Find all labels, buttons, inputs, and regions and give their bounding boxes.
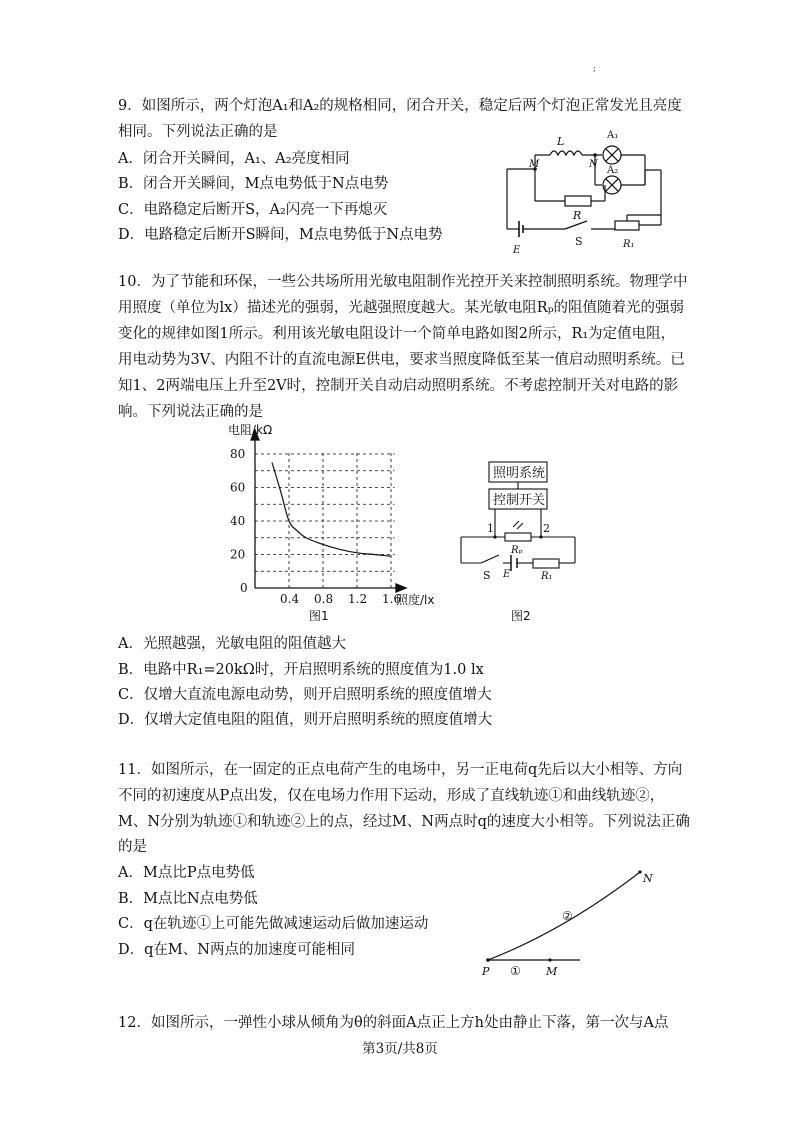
q10-fig2-node-2: 2	[543, 522, 550, 535]
q11-stem-line-3: M、N分别为轨迹①和轨迹②上的点，经过M、N两点时q的速度大小相等。下列说法正确	[118, 814, 690, 830]
q10-fig2-label-S: S	[483, 569, 491, 582]
q9-option-a: A．闭合开关瞬间，A₁、A₂亮度相同	[118, 151, 350, 167]
q11-label-P: P	[482, 965, 490, 978]
q9-label-E: E	[513, 245, 521, 256]
corner-mark: ;	[593, 64, 597, 74]
q10-figure-1-chart	[218, 420, 448, 625]
q11-trajectory-diagram	[470, 860, 670, 980]
q10-option-d: D．仅增大定值电阻的阻值，则开启照明系统的照度值增大	[118, 712, 493, 728]
q12-stem-line-1: 12．如图所示，一弹性小球从倾角为θ的斜面A点正上方h处由静止下落，第一次与A点	[118, 1015, 669, 1031]
q9-label-R1: R₁	[623, 239, 635, 250]
q9-label-R: R	[573, 209, 582, 222]
q10-option-a: A．光照越强，光敏电阻的阻值越大	[118, 636, 346, 652]
q10-fig1-ytick-2: 40	[230, 514, 246, 528]
q9-circuit-diagram	[495, 125, 675, 265]
q10-fig1-ytick-0: 80	[230, 447, 246, 461]
q10-fig1-caption: 图1	[309, 609, 329, 623]
q11-stem-line-2: 不同的初速度从P点出发，仅在电场力作用下运动，形成了直线轨迹①和曲线轨迹②，	[118, 788, 665, 804]
q10-fig2-label-E: E	[503, 569, 511, 580]
q9-label-L: L	[557, 135, 565, 148]
q9-label-N: N	[589, 159, 598, 170]
q10-fig1-xtick-0: 0.4	[280, 592, 300, 606]
q11-label-track-2: ②	[562, 909, 573, 923]
q11-label-M: M	[546, 965, 558, 978]
q10-fig1-xtick-2: 1.2	[348, 592, 368, 606]
q10-fig1-ylabel: 电阻/kΩ	[228, 423, 273, 437]
q11-option-d: D．q在M、N两点的加速度可能相同	[118, 942, 355, 958]
q10-fig2-label-R1: R₁	[541, 571, 553, 582]
q11-stem-line-4: 的是	[118, 839, 147, 855]
q10-option-b: B．电路中R₁=20kΩ时，开启照明系统的照度值为1.0 lx	[118, 662, 484, 678]
q9-label-M: M	[529, 159, 540, 170]
q10-fig1-xtick-3: 1.6	[382, 592, 402, 606]
q10-fig2-node-1: 1	[487, 522, 494, 535]
q10-fig1-xlabel: 照度/lx	[396, 593, 435, 607]
q11-stem-line-1: 11．如图所示，在一固定的正点电荷产生的电场中，另一正电荷q先后以大小相等、方向	[118, 762, 683, 778]
q10-fig2-control-switch: 控制开关	[493, 493, 546, 508]
q11-option-b: B．M点比N点电势低	[118, 891, 258, 907]
q9-stem-line-1: 9．如图所示，两个灯泡A₁和A₂的规格相同，闭合开关，稳定后两个灯泡正常发光且亮度	[118, 98, 682, 114]
q10-stem-line-3: 变化的规律如图1所示。利用该光敏电阻设计一个简单电路如图2所示，R₁为定值电阻，	[118, 326, 676, 342]
q9-label-S: S	[575, 235, 583, 248]
q10-fig2-caption: 图2	[511, 609, 531, 623]
q11-label-track-1: ①	[510, 964, 521, 978]
q10-stem-line-2: 用照度（单位为lx）描述光的强弱，光越强照度越大。某光敏电阻Rₚ的阻值随着光的强弱	[118, 300, 685, 316]
q10-stem-line-4: 用电动势为3V、内阻不计的直流电源E供电，要求当照度降低至某一值启动照明系统。已	[118, 352, 685, 368]
q10-fig1-origin: 0	[240, 581, 248, 595]
q10-fig2-lighting-system: 照明系统	[493, 466, 546, 481]
q10-stem-line-5: 知1、2两端电压上升至2V时，控制开关自动启动照明系统。不考虑控制开关对电路的影	[118, 378, 679, 394]
q10-option-c: C．仅增大直流电源电动势，则开启照明系统的照度值增大	[118, 687, 492, 703]
q10-stem-line-6: 响。下列说法正确的是	[118, 404, 263, 420]
page-footer: 第3页/共8页	[362, 1041, 438, 1057]
q11-option-a: A．M点比P点电势低	[118, 865, 255, 881]
q10-resistance-curve	[272, 462, 391, 556]
q10-fig1-ytick-3: 20	[230, 547, 246, 562]
q9-option-b: B．闭合开关瞬间，M点电势低于N点电势	[118, 176, 389, 192]
q10-figure-2-circuit	[455, 455, 585, 625]
q10-fig1-xtick-1: 0.8	[314, 592, 334, 606]
q9-stem-line-2: 相同。下列说法正确的是	[118, 124, 278, 140]
q10-fig2-label-Rp: Rₚ	[511, 545, 523, 556]
q11-label-N: N	[643, 872, 653, 885]
q11-option-c: C．q在轨迹①上可能先做减速运动后做加速运动	[118, 916, 429, 932]
q9-label-A1: A₁	[607, 130, 619, 141]
q9-label-A2: A₂	[607, 165, 619, 176]
q9-option-d: D．电路稳定后断开S瞬间，M点电势低于N点电势	[118, 227, 443, 243]
q9-option-c: C．电路稳定后断开S，A₂闪亮一下再熄灭	[118, 202, 388, 218]
q10-fig1-ytick-1: 60	[230, 480, 246, 495]
q10-stem-line-1: 10．为了节能和环保，一些公共场所用光敏电阻制作光控开关来控制照明系统。物理学中	[118, 274, 688, 290]
